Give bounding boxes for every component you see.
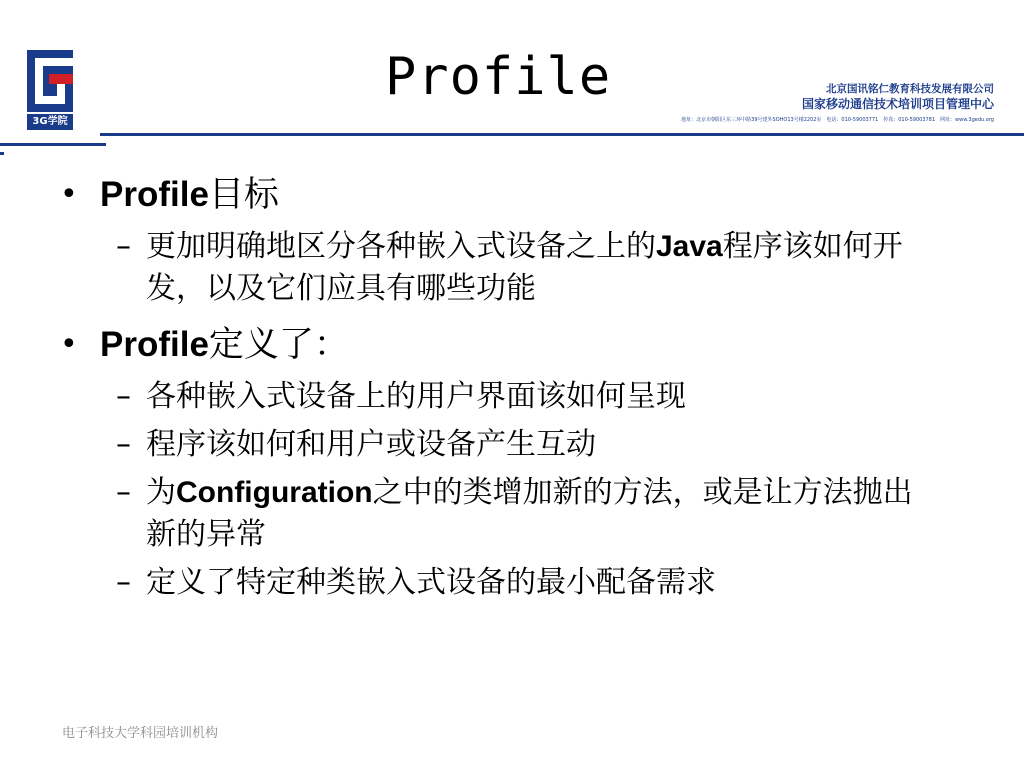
sub-text-post: 程序该如何开发，以及它们应具有哪些功能 [146, 229, 903, 306]
dash-icon: – [116, 565, 131, 600]
sub-text: 程序该如何和用户或设备产生互动 [146, 427, 596, 462]
sub-item-ui-presentation [58, 376, 958, 418]
sub-text-pre: 为 [146, 475, 176, 510]
sub-item-minimum-requirements [58, 562, 958, 604]
bullet-text: 目标 [208, 175, 279, 215]
dash-icon: – [116, 427, 131, 462]
bullet-profile-goal [58, 170, 958, 220]
sub-item-goal-detail [58, 226, 958, 310]
bullet-icon: • [60, 327, 78, 362]
3g-college-logo [27, 44, 105, 132]
sub-item-interaction [58, 424, 958, 466]
bullet-strong-text: Profile [100, 325, 209, 364]
dash-icon: – [116, 229, 131, 264]
slide-footer: 电子科技大学科园培训机构 [62, 726, 219, 741]
bullet-strong-text: Profile [100, 175, 209, 214]
dash-icon: – [116, 379, 131, 414]
slide-content [58, 170, 958, 604]
company-name: 北京国讯铭仁教育科技发展有限公司 [826, 83, 994, 95]
bullet-icon: • [60, 177, 78, 212]
header-rule [100, 133, 1024, 136]
sub-text: 定义了特定种类嵌入式设备的最小配备需求 [146, 565, 716, 600]
center-name: 国家移动通信技术培训项目管理中心 [801, 97, 994, 111]
sub-text: 各种嵌入式设备上的用户界面该如何呈现 [146, 379, 686, 414]
sub-text-strong: Configuration [176, 476, 373, 509]
header-rule-stub [0, 143, 106, 146]
logo-label: 3G学院 [27, 114, 73, 130]
dash-icon: – [116, 475, 131, 510]
sub-item-configuration [58, 472, 958, 556]
bullet-text: 定义了： [208, 325, 349, 365]
slide-title: Profile [385, 47, 612, 107]
sub-text-strong: Java [656, 230, 723, 263]
logo-mark-icon [27, 44, 73, 112]
sub-text-pre: 更加明确地区分各种嵌入式设备之上的 [146, 229, 656, 264]
organization-block [681, 82, 994, 125]
bullet-profile-defines [58, 320, 958, 370]
header-rule-dot [0, 152, 4, 155]
sub-text-post: 之中的类增加新的方法，或是让方法抛出新的异常 [146, 475, 913, 552]
company-address: 地址：北京市朝阳区东三环中路39号建外SOHO13号楼2202室 电话：010-59003771 传真：010-59003781 网址：www.3gedu.org [681, 117, 994, 123]
